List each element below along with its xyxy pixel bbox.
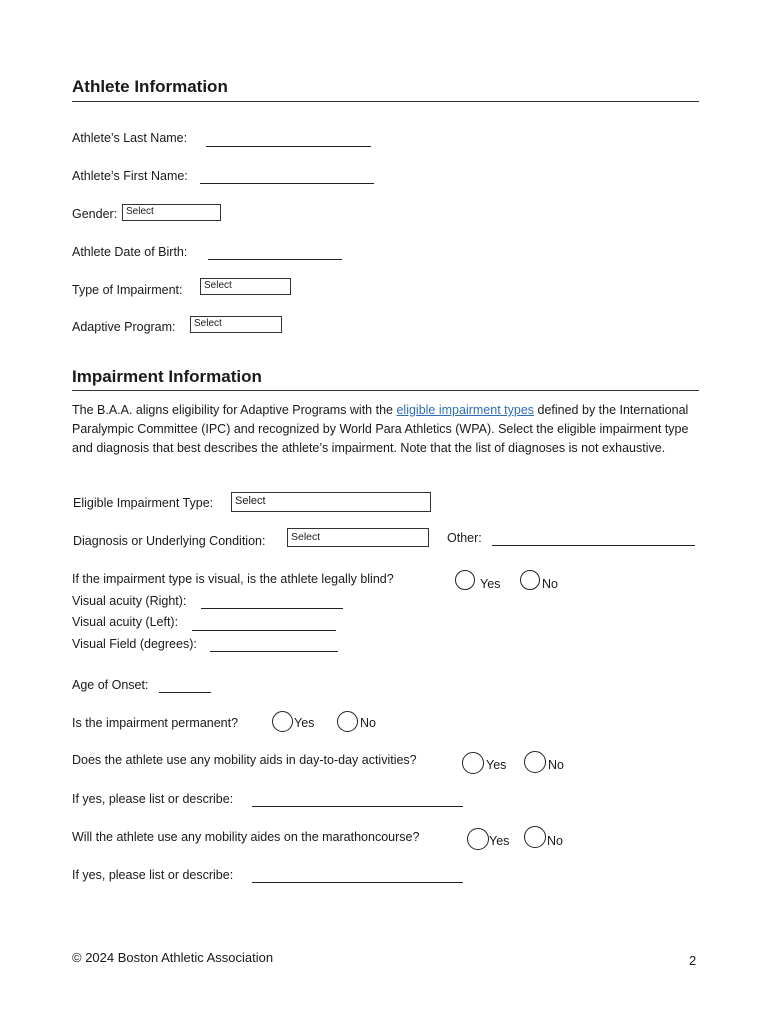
legally-blind-yes-radio[interactable] [455,570,475,590]
eligible-type-label: Eligible Impairment Type: [73,496,214,510]
copyright-notice: © 2024 Boston Athletic Association [72,950,274,965]
last-name-field[interactable] [206,146,371,147]
adaptive-program-select[interactable]: Select [190,316,282,333]
intro-text-continued: defined by the International Paralympic Committee (IPC) and recognized by World Para Athletics (WPA). Select the eligible impairment type and diagnosis that best describes the athlete’s impairment. Note that the list of diagnoses is not exhaustive. [72,403,689,455]
acuity-right-label: Visual acuity (Right): [72,594,187,608]
legally-blind-yes-label: Yes [480,577,501,591]
describe-field-2[interactable] [252,882,463,883]
dob-label: Athlete Date of Birth: [72,245,188,259]
dob-field[interactable] [208,259,342,260]
visual-field-label: Visual Field (degrees): [72,637,197,651]
acuity-right-field[interactable] [201,608,343,609]
permanent-no-label: No [360,716,376,730]
age-of-onset-label: Age of Onset: [72,678,149,692]
intro-text: The B.A.A. aligns eligibility for Adaptive Programs with the [72,403,397,417]
first-name-label: Athlete’s First Name: [72,169,188,183]
mobility-daily-yes-radio[interactable] [462,752,484,774]
other-field[interactable] [492,545,695,546]
impairment-intro-paragraph [72,401,692,458]
last-name-label: Athlete’s Last Name: [72,131,188,145]
describe-label-1: If yes, please list or describe: [72,792,234,806]
diagnosis-select[interactable]: Select [287,528,429,547]
impairment-information-heading: Impairment Information [72,367,262,386]
visual-field-field[interactable] [210,651,338,652]
mobility-course-yes-radio[interactable] [467,828,489,850]
legally-blind-no-label: No [542,577,558,591]
athlete-information-heading: Athlete Information [72,77,228,96]
mobility-course-no-radio[interactable] [524,826,546,848]
gender-label: Gender: [72,207,118,221]
impairment-type-select[interactable]: Select [200,278,291,295]
other-label: Other: [447,531,482,545]
eligible-impairment-types-link[interactable]: eligible impairment types [396,403,535,417]
acuity-left-field[interactable] [192,630,336,631]
mobility-daily-yes-label: Yes [486,758,507,772]
legally-blind-no-radio[interactable] [520,570,540,590]
describe-field-1[interactable] [252,806,463,807]
section-divider [72,390,699,391]
permanent-yes-label: Yes [294,716,315,730]
mobility-course-question: Will the athlete use any mobility aides on the marathoncourse? [72,830,420,844]
first-name-field[interactable] [200,183,374,184]
page-number: 2 [689,953,697,968]
mobility-daily-no-label: No [548,758,564,772]
diagnosis-label: Diagnosis or Underlying Condition: [73,534,266,548]
impairment-type-label: Type of Impairment: [72,283,183,297]
mobility-course-no-label: No [547,834,563,848]
mobility-course-yes-label: Yes [489,834,510,848]
section-divider [72,101,699,102]
legally-blind-question: If the impairment type is visual, is the athlete legally blind? [72,572,394,586]
gender-select[interactable]: Select [122,204,221,221]
adaptive-program-label: Adaptive Program: [72,320,176,334]
mobility-daily-question: Does the athlete use any mobility aids in day-to-day activities? [72,753,417,767]
mobility-daily-no-radio[interactable] [524,751,546,773]
describe-label-2: If yes, please list or describe: [72,868,234,882]
permanent-question: Is the impairment permanent? [72,716,239,730]
acuity-left-label: Visual acuity (Left): [72,615,179,629]
permanent-yes-radio[interactable] [272,711,293,732]
permanent-no-radio[interactable] [337,711,358,732]
age-of-onset-field[interactable] [159,692,211,693]
eligible-type-select[interactable]: Select [231,492,431,512]
